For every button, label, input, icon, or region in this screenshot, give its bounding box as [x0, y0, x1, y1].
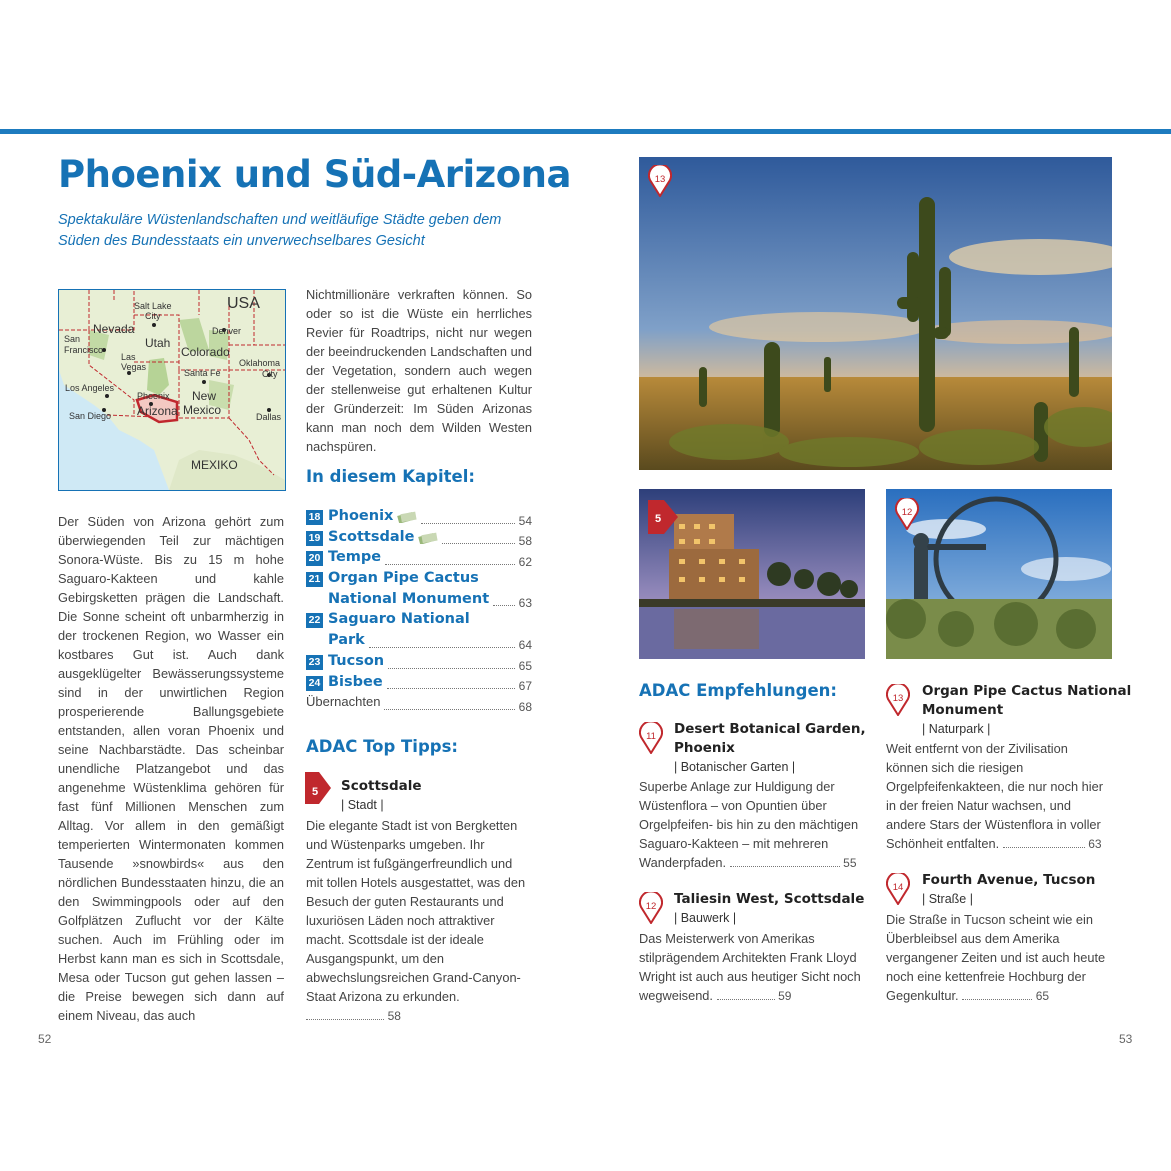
chapter-item[interactable]: [306, 611, 532, 632]
dot-leader: [387, 688, 515, 689]
dot-leader: [1003, 846, 1085, 848]
top-tipp-page: 58: [387, 1009, 401, 1023]
chapter-page: 63: [518, 596, 532, 611]
recommendation-category: | Botanischer Garten |: [674, 760, 796, 774]
recommendation-pin-icon: [895, 498, 919, 530]
chapter-number: 21: [306, 572, 323, 587]
dot-leader: [717, 998, 775, 1000]
dot-leader: [385, 564, 515, 565]
pin-number: 5: [654, 513, 662, 525]
map-label-vegas: Vegas: [121, 362, 147, 372]
pin-number: 14: [892, 882, 904, 893]
pin-number: 13: [654, 174, 666, 185]
chapter-item-continued[interactable]: [306, 632, 532, 653]
top-tipp-category: | Stadt |: [341, 798, 384, 812]
chapter-item[interactable]: [306, 549, 532, 570]
chapter-name: Tucson: [328, 652, 385, 669]
chapter-item[interactable]: [306, 674, 532, 695]
map-label-denver: Denver: [212, 326, 242, 336]
dot-leader: [388, 668, 515, 669]
recommendation-category: | Naturpark |: [922, 722, 991, 736]
recommendation-pin-icon: [639, 892, 663, 924]
chapter-name: Saguaro National: [328, 611, 470, 628]
recommendation-pin-icon: [648, 165, 672, 197]
map-label-usa: USA: [227, 295, 260, 312]
map-label-utah: Utah: [145, 336, 171, 350]
chapter-page: 58: [518, 534, 532, 549]
chapter-name: Übernachten: [306, 694, 381, 710]
chapter-name: Phoenix: [328, 508, 394, 524]
recommendation-page: 63: [1088, 837, 1102, 851]
recommendation-category: | Bauwerk |: [674, 911, 737, 925]
recommendation-text: Superbe Anlage zur Huldigung der Wüstenflora – von Opuntien über Orgelpfeifen- bis hin zu den mächtigen Saguaro-Kakteen – mit mehreren Wanderpfaden.: [639, 779, 859, 870]
overview-map: [58, 289, 286, 491]
recommendation-title: Taliesin West, Scottsdale: [674, 891, 865, 907]
recommendation-title: Fourth Avenue, Tucson: [922, 872, 1096, 888]
chapter-number: 18: [306, 510, 323, 525]
pin-number: 12: [645, 901, 657, 912]
chapter-item[interactable]: [306, 508, 532, 529]
photo-saguaro-desert: [639, 157, 1112, 470]
pin-number: 11: [646, 731, 656, 742]
dot-leader: [421, 523, 514, 524]
map-label-santa-fe: Santa Fe: [184, 368, 221, 378]
top-tipp-body: [306, 816, 532, 1026]
chapter-page: 54: [518, 513, 532, 528]
photo-archer-sculpture: [886, 489, 1112, 659]
map-label-colorado: Colorado: [181, 345, 230, 359]
recommendation-header: [922, 871, 1148, 909]
chapter-page: 67: [518, 679, 532, 694]
chapter-number: 23: [306, 655, 323, 670]
map-label-san-diego: San Diego: [69, 411, 112, 421]
recommendation-title: Desert Botanical Garden,: [674, 721, 866, 737]
chapter-item-continued[interactable]: [306, 591, 532, 612]
dot-leader: [384, 709, 514, 710]
recommendation-page: 55: [843, 856, 857, 870]
map-label-san: San: [64, 334, 81, 344]
recommendation-title-line2: Phoenix: [674, 740, 735, 756]
chapter-page: 68: [518, 699, 532, 714]
page-number-left: 52: [38, 1032, 52, 1046]
recommendation-body: [886, 910, 1112, 1006]
chapter-number: 19: [306, 531, 323, 546]
map-label-los-angeles: Los Angeles: [65, 383, 115, 393]
chapter-name-line2: National Monument: [328, 590, 490, 607]
empfehlungen-heading: ADAC Empfehlungen:: [639, 681, 837, 700]
intro-text-col2: Nichtmillionäre verkraften können. So oder so ist die Wüste ein herrliches Revier für Roadtrips, nicht nur wegen der beeindruckenden Landschaften und der Vegetation, sondern auch wegen der stellenweise gut erhaltenen Kultur der Gründerzeit: Im Süden Arizonas kann man noch dem Wilden Westen nachspüren.: [306, 287, 532, 454]
top-tipp-header: [341, 777, 567, 815]
dot-leader: [730, 865, 840, 867]
pin-number: 12: [901, 507, 913, 518]
map-label-oklahoma-city: City: [262, 369, 278, 379]
money-icon: [397, 511, 417, 523]
map-label-phoenix: Phoenix: [137, 391, 170, 401]
recommendation-header: [674, 890, 900, 928]
map-label-salt-lake: Salt Lake: [134, 301, 172, 311]
chapter-item[interactable]: [306, 653, 532, 674]
page-title: Phoenix und Süd-Arizona: [58, 153, 571, 196]
chapter-item-overnight[interactable]: [306, 694, 532, 715]
chapter-page: 65: [518, 658, 532, 673]
recommendation-page: 59: [778, 989, 792, 1003]
top-rule: [0, 129, 1171, 134]
recommendation-header: [674, 720, 900, 777]
map-label-mexico-state: Mexico: [183, 403, 222, 417]
recommendation-text: Die Straße in Tucson scheint wie ein Überbleibsel aus dem Amerika vergangener Zeiten und ist auch heute noch eine kettenfreie Hochburg der Gegenkultur.: [886, 912, 1106, 1003]
chapter-name: Bisbee: [328, 673, 383, 690]
intro-text-col1: Der Süden von Arizona gehört zum überwiegenden Teil zur mächtigen Sonora-Wüste. Bis zu 15 m hohe Saguaro-Kakteen und kahle Gebirgsketten prägen die Landschaft. Die Sonne scheint oft unbarmherzig in der trockenen Region, wo Wasser ein kostbares Gut ist. Auch dank ausgeklügelter Bewässerungssysteme sind in der unwirtlichen Region prosperierende Ballungsgebiete entstanden, allen voran Phoenix und seine Nachbarstädte. Das scheinbar unendliche Platzangebot und das angenehme Wüstenklima gehören für fast fünf Millionen Menschen zum Alltag. Vor allem in den gemäßigt temperierten Wintermonaten kommen Tausende »snowbirds« aus den nördlichen Bundesstaaten hinzu, die an den Swimmingpools oder auf den Golfplätzen Zuflucht vor der Kälte suchen. Auch im Frühling oder im Herbst kann man es sich in Scottsdale, Mesa oder Tucson gut gehen lassen – die Preise bewegen sich dann auf einem Niveau, das auch: [58, 514, 284, 1023]
map-label-arizona: Arizona: [137, 404, 178, 418]
recommendation-text: Weit entfernt von der Zivilisation können sich die riesigen Orgelpfeifenkakteen, die nur noch hier in der freien Natur wachsen, und andere Stars der Wüstenflora in voller Schönheit entfalten.: [886, 741, 1103, 851]
recommendation-page: 65: [1035, 989, 1050, 1003]
map-label-las: Las: [121, 352, 136, 362]
top-tipp-marker-icon: [648, 500, 678, 534]
dot-leader: [306, 1018, 384, 1020]
map-label-francisco: Francisco: [64, 345, 104, 355]
map-label-salt-lake-city: City: [145, 311, 161, 321]
page-subtitle: Spektakuläre Wüstenlandschaften und weitläufige Städte geben dem Süden des Bundesstaats ein unverwechselbares Gesicht: [58, 212, 502, 249]
chapter-heading: In diesem Kapitel:: [306, 467, 475, 486]
map-label-mexiko: MEXIKO: [191, 458, 238, 472]
map-label-oklahoma: Oklahoma: [239, 358, 281, 368]
map-label-new: New: [192, 389, 217, 403]
chapter-name: Organ Pipe Cactus: [328, 570, 479, 587]
dot-leader: [442, 543, 514, 544]
recommendation-pin-icon: [886, 684, 910, 716]
chapter-number: 22: [306, 613, 323, 628]
recommendation-text: Das Meisterwerk von Amerikas stilprägendem Architekten Frank Lloyd Wright ist auch aus heutiger Sicht noch wegweisend.: [639, 931, 861, 1003]
map-label-dallas: Dallas: [256, 412, 282, 422]
chapter-number: 24: [306, 676, 323, 691]
top-tipp-marker-icon: [305, 772, 331, 808]
top-tipp-marker-number: 5: [311, 786, 319, 798]
chapter-number: 20: [306, 551, 323, 566]
chapter-list: [306, 508, 532, 715]
recommendation-body: [639, 777, 865, 873]
chapter-name-line2: Park: [328, 632, 365, 649]
dot-leader: [369, 647, 515, 648]
chapter-name: Scottsdale: [328, 528, 415, 545]
dot-leader: [493, 605, 514, 606]
page-number-right: 53: [1119, 1032, 1133, 1046]
recommendation-body: [886, 739, 1112, 854]
chapter-name: Tempe: [328, 549, 382, 566]
recommendation-title-line2: Monument: [922, 702, 1004, 718]
chapter-page: 64: [518, 637, 532, 652]
chapter-item[interactable]: [306, 570, 532, 591]
recommendation-category: | Straße |: [922, 892, 973, 906]
recommendation-body: [639, 929, 865, 1006]
pin-number: 13: [892, 693, 904, 704]
recommendation-header: [922, 682, 1148, 739]
top-tipp-title: Scottsdale: [341, 778, 422, 794]
map-label-nevada: Nevada: [93, 322, 135, 336]
chapter-item[interactable]: [306, 529, 532, 550]
money-icon: [418, 532, 438, 544]
recommendation-pin-icon: [886, 873, 910, 905]
top-tipp-text: Die elegante Stadt ist von Bergketten und Wüstenparks umgeben. Ihr Zentrum ist fußgängerfreundlich und mit tollen Hotels ausgestattet, was den Besuch der guten Restaurants und luxuriösen Läden noch attraktiver macht. Scottsdale ist der ideale Ausgangspunkt, um den abwechslungsreichen Grand-Canyon-Staat Arizona zu erkunden.: [306, 818, 526, 1004]
recommendation-title: Organ Pipe Cactus National: [922, 683, 1132, 699]
chapter-page: 62: [518, 555, 532, 570]
recommendation-pin-icon: [639, 722, 663, 754]
dot-leader: [962, 998, 1032, 1000]
top-tipps-heading: ADAC Top Tipps:: [306, 737, 458, 756]
